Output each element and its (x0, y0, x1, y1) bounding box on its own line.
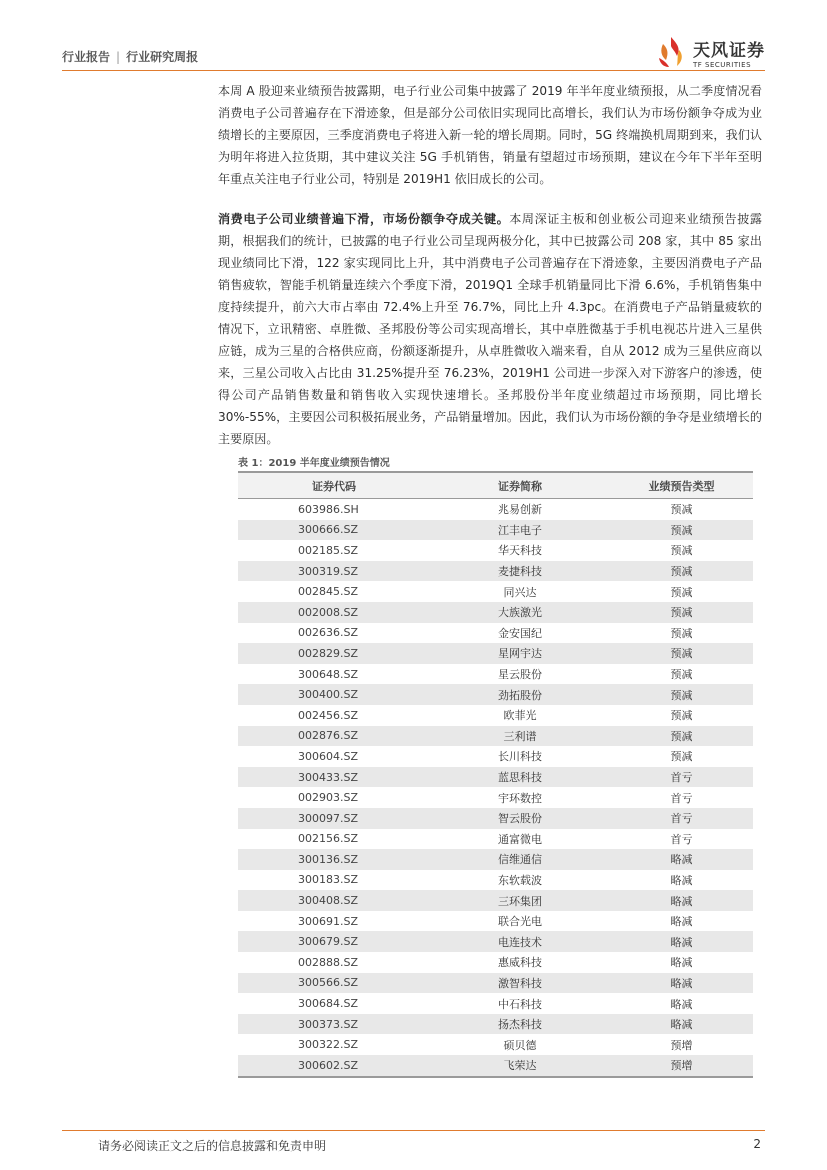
cell-code: 002903.SZ (298, 791, 359, 805)
cell-code: 300679.SZ (238, 931, 430, 952)
page-number: 2 (753, 1137, 761, 1151)
cell-name: 飞荣达 (430, 1055, 610, 1077)
cell-code: 002876.SZ (238, 726, 430, 747)
cell-name: 三环集团 (430, 890, 610, 911)
table-caption: 表 1：2019 半年度业绩预告情况 (238, 458, 390, 469)
table-row (238, 705, 753, 726)
cell-code: 002456.SZ (298, 708, 359, 722)
table-row (238, 829, 753, 850)
cell-name: 劲拓股份 (430, 684, 610, 705)
cell-name: 东软载波 (498, 873, 542, 887)
tf-flame-icon (653, 34, 689, 70)
cell-name: 华天科技 (498, 544, 542, 558)
cell-code: 002185.SZ (298, 543, 359, 557)
brand-logo (653, 34, 765, 70)
table-row (238, 1014, 753, 1035)
table-row (238, 808, 753, 829)
table-row (238, 849, 753, 870)
cell-name: 大族激光 (430, 602, 610, 623)
cell-type: 首亏 (670, 832, 693, 846)
cell-code: 300136.SZ (238, 849, 430, 870)
cell-code: 300691.SZ (298, 914, 359, 928)
cell-code: 300604.SZ (298, 749, 359, 763)
table-row (238, 767, 753, 788)
table-row (238, 726, 753, 747)
table-row (238, 623, 753, 644)
cell-name: 蓝思科技 (430, 767, 610, 788)
cell-code: 002008.SZ (238, 602, 430, 623)
col-header-code: 证券代码 (238, 472, 430, 499)
col-header-type: 业绩预告类型 (610, 472, 753, 499)
brand-name-en: TF SECURITIES (693, 60, 752, 69)
cell-type: 略减 (670, 915, 693, 929)
cell-type: 略减 (610, 890, 753, 911)
brand-name-cn: 天风证券 (693, 40, 765, 61)
cell-name: 激智科技 (430, 973, 610, 994)
cell-code: 002156.SZ (298, 832, 359, 846)
analysis-paragraph (218, 208, 762, 450)
table-row (238, 1055, 753, 1077)
cell-type: 略减 (610, 1014, 753, 1035)
report-type: 行业报告 (62, 50, 111, 64)
header-divider (62, 70, 765, 71)
table-row (238, 890, 753, 911)
col-header-name: 证券简称 (430, 472, 610, 499)
cell-type: 略减 (670, 956, 693, 970)
table-row (238, 520, 753, 541)
cell-code: 300097.SZ (238, 808, 430, 829)
cell-type: 预增 (670, 1038, 693, 1052)
table-row (238, 602, 753, 623)
cell-type: 预减 (670, 503, 693, 517)
intro-section (218, 80, 762, 190)
header-separator: | (116, 50, 121, 64)
cell-name: 通富微电 (498, 832, 542, 846)
cell-name: 欧菲光 (503, 709, 537, 723)
cell-type: 预减 (610, 561, 753, 582)
cell-type: 预减 (610, 684, 753, 705)
table-header-row (238, 472, 753, 499)
cell-type: 预减 (610, 726, 753, 747)
cell-code: 300183.SZ (298, 873, 359, 887)
cell-code: 002636.SZ (298, 626, 359, 640)
cell-name: 星网宇达 (430, 643, 610, 664)
cell-code: 300408.SZ (238, 890, 430, 911)
cell-name: 长川科技 (498, 750, 542, 764)
cell-type: 略减 (670, 997, 693, 1011)
cell-name: 兆易创新 (498, 503, 542, 517)
cell-type: 预减 (670, 626, 693, 640)
cell-code: 300322.SZ (298, 1038, 359, 1052)
table-row (238, 931, 753, 952)
cell-type: 预减 (610, 602, 753, 623)
disclaimer: 请务必阅读正文之后的信息披露和免责申明 (98, 1139, 327, 1153)
table-row (238, 561, 753, 582)
cell-code: 603986.SH (298, 502, 359, 516)
footer-divider (62, 1130, 765, 1131)
earnings-forecast-table (238, 471, 753, 1078)
cell-type: 略减 (610, 849, 753, 870)
table-row (238, 973, 753, 994)
cell-name: 中石科技 (498, 997, 542, 1011)
cell-code: 300433.SZ (238, 767, 430, 788)
cell-type: 预增 (610, 1055, 753, 1077)
cell-name: 电连技术 (430, 931, 610, 952)
cell-type: 预减 (610, 643, 753, 664)
cell-type: 预减 (670, 668, 693, 682)
cell-name: 同兴达 (503, 585, 537, 599)
cell-type: 预减 (670, 750, 693, 764)
cell-name: 硕贝德 (503, 1038, 537, 1052)
cell-type: 略减 (670, 873, 693, 887)
table-row (238, 993, 753, 1014)
cell-type: 预减 (610, 520, 753, 541)
cell-code: 300684.SZ (298, 997, 359, 1011)
cell-type: 首亏 (610, 808, 753, 829)
table-row (238, 870, 753, 891)
cell-name: 智云股份 (430, 808, 610, 829)
table-row (238, 911, 753, 932)
cell-code: 002845.SZ (298, 585, 359, 599)
cell-name: 三利谱 (430, 726, 610, 747)
cell-code: 300373.SZ (238, 1014, 430, 1035)
cell-code: 300400.SZ (238, 684, 430, 705)
report-subtype: 行业研究周报 (126, 50, 199, 64)
cell-name: 扬杰科技 (430, 1014, 610, 1035)
table-row (238, 540, 753, 561)
analysis-body: 本周深证主板和创业板公司迎来业绩预告披露期，根据我们的统计，已披露的电子行业公司呈现两极分化，其中已披露公司 208 家，其中 85 家出现业绩同比下滑，122 家实现同比上升，其中消费电子公司普遍存在下滑迹象，主要因消费电子产品销售疲软，智能手机销量连续六个季度下滑，2019Q1 全球手机销量同比下滑 6.6%，手机销售集中度持续提升，前六大市占率由 72.4%上升至 76.7%，同比上升 4.3pc。在消费电子产品销量疲软的情况下，立讯精密、卓胜微、圣邦股份等公司实现高增长，其中卓胜微基于手机电视芯片进入三星供应链，成为三星的合格供应商，份额逐渐提升，从卓胜微收入端来看，自从 2012 成为三星供应商以来，三星公司收入占比由 31.25%提升至 76.23%，2019H1 公司进一步深入对下游客户的渗透，使得公司产品销售数量和销售收入实现快速增长。圣邦股份半年度业绩超过市场预期，同比增长 30%-55%，主要因公司积极拓展业务，产品销量增加。因此，我们认为市场份额的争夺是业绩增长的主要原因。 (218, 212, 762, 446)
table-row (238, 664, 753, 685)
cell-type: 略减 (610, 973, 753, 994)
cell-name: 麦捷科技 (430, 561, 610, 582)
table-row (238, 746, 753, 767)
cell-type: 首亏 (670, 791, 693, 805)
intro-paragraph: 本周 A 股迎来业绩预告披露期，电子行业公司集中披露了 2019 年半年度业绩预报，从二季度情况看消费电子公司普遍存在下滑迹象，但是部分公司依旧实现同比高增长，我们认为市场份额争夺成为业绩增长的主要原因，三季度消费电子将进入新一轮的增长周期。同时，5G 终端换机周期到来，我们认为明年将进入拉货期，其中建议关注 5G 手机销售，销量有望超过市场预期，建议在今年下半年至明年重点关注电子行业公司，特别是 2019H1 依旧成长的公司。 (218, 84, 762, 186)
cell-code: 300602.SZ (238, 1055, 430, 1077)
table-row (238, 1034, 753, 1055)
cell-name: 宇环数控 (498, 791, 542, 805)
cell-name: 星云股份 (498, 668, 542, 682)
cell-type: 预减 (670, 709, 693, 723)
cell-code: 002829.SZ (238, 643, 430, 664)
cell-code: 300566.SZ (238, 973, 430, 994)
cell-code: 300666.SZ (238, 520, 430, 541)
cell-type: 首亏 (610, 767, 753, 788)
cell-type: 预减 (670, 585, 693, 599)
table-row (238, 581, 753, 602)
cell-code: 002888.SZ (298, 955, 359, 969)
cell-name: 联合光电 (498, 915, 542, 929)
analysis-lead: 消费电子公司业绩普遍下滑，市场份额争夺成关键。 (218, 212, 510, 226)
cell-name: 江丰电子 (430, 520, 610, 541)
cell-type: 预减 (670, 544, 693, 558)
cell-name: 惠威科技 (498, 956, 542, 970)
report-header (62, 48, 198, 65)
table-row (238, 643, 753, 664)
table-row (238, 499, 753, 520)
analysis-section (218, 208, 762, 450)
table-row (238, 952, 753, 973)
cell-code: 300648.SZ (298, 667, 359, 681)
cell-type: 略减 (610, 931, 753, 952)
cell-name: 信维通信 (430, 849, 610, 870)
cell-name: 金安国纪 (498, 626, 542, 640)
table-row (238, 684, 753, 705)
cell-code: 300319.SZ (238, 561, 430, 582)
table-row (238, 787, 753, 808)
